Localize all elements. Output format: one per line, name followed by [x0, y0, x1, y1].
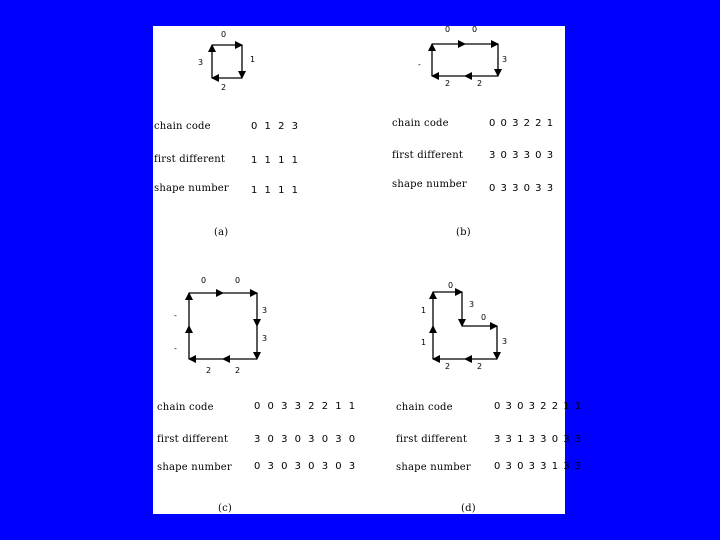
digit-b-bottom1: 2 — [445, 79, 451, 88]
digit-c-right2: 3 — [262, 334, 268, 343]
digit-d-step-right: 0 — [481, 313, 487, 322]
digit-d-left2: 1 — [421, 338, 427, 347]
row-a-shape-number-label: shape number — [154, 183, 229, 194]
digit-b-top1: 0 — [445, 25, 451, 34]
caption-a: (a) — [214, 227, 229, 238]
row-d-first-diff-label: first different — [396, 434, 468, 445]
row-c-shape-number-label: shape number — [157, 462, 232, 473]
caption-c: (c) — [218, 503, 233, 514]
digit-c-bottom1: 2 — [206, 366, 212, 375]
digit-d-bottom2: 2 — [477, 362, 483, 371]
row-b-shape-number-label: shape number — [392, 179, 467, 190]
row-c-first-diff-label: first different — [157, 434, 229, 445]
digit-c-bottom2: 2 — [235, 366, 241, 375]
digit-c-top1: 0 — [201, 276, 207, 285]
row-c-shape-number-value: 0 3 0 3 0 3 0 3 — [254, 461, 358, 472]
digit-b-right: 3 — [502, 55, 508, 64]
row-a-first-diff-label: first different — [154, 154, 226, 165]
row-a-first-diff-value: 1 1 1 1 — [251, 155, 300, 166]
row-d-chain-code-value: 0 3 0 3 2 2 1 1 — [494, 401, 583, 412]
row-d-first-diff-value: 3 3 1 3 3 0 3 3 — [494, 434, 583, 445]
digit-d-step-down: 3 — [469, 300, 475, 309]
row-c-first-diff-value: 3 0 3 0 3 0 3 0 — [254, 434, 358, 445]
caption-d: (d) — [461, 503, 476, 514]
shape-c — [189, 293, 257, 359]
digit-c-left2: - — [174, 344, 177, 353]
row-a-chain-code-value: 0 1 2 3 — [251, 121, 300, 132]
row-a-chain-code-label: chain code — [154, 121, 211, 132]
row-b-first-diff-label: first different — [392, 150, 464, 161]
figure-page — [153, 25, 583, 514]
digit-c-left1: - — [174, 311, 177, 320]
row-d-chain-code-label: chain code — [396, 402, 453, 413]
digit-c-top2: 0 — [235, 276, 241, 285]
row-c-chain-code-label: chain code — [157, 402, 214, 413]
digit-d-top: 0 — [448, 281, 454, 290]
digit-a-right: 1 — [250, 55, 256, 64]
digit-b-bottom2: 2 — [477, 79, 483, 88]
digit-a-top: 0 — [221, 30, 227, 39]
row-a-shape-number-value: 1 1 1 1 — [251, 185, 300, 196]
row-d-shape-number-value: 0 3 0 3 3 1 3 3 — [494, 461, 583, 472]
digit-b-left: - — [418, 60, 421, 69]
digit-b-top2: 0 — [472, 25, 478, 34]
shape-b — [432, 44, 498, 76]
digit-d-right: 3 — [502, 337, 508, 346]
digit-c-right1: 3 — [262, 306, 268, 315]
digit-a-left: 3 — [198, 58, 204, 67]
row-b-first-diff-value: 3 0 3 3 0 3 — [489, 150, 555, 161]
caption-b: (b) — [456, 227, 471, 238]
row-b-chain-code-label: chain code — [392, 118, 449, 129]
shape-d — [433, 292, 497, 359]
shape-a — [212, 45, 242, 78]
row-b-shape-number-value: 0 3 3 0 3 3 — [489, 183, 555, 194]
digit-d-left1: 1 — [421, 306, 427, 315]
row-b-chain-code-value: 0 0 3 2 2 1 — [489, 118, 555, 129]
row-d-shape-number-label: shape number — [396, 462, 471, 473]
digit-a-bottom: 2 — [221, 83, 227, 92]
row-c-chain-code-value: 0 0 3 3 2 2 1 1 — [254, 401, 358, 412]
digit-d-bottom1: 2 — [445, 362, 451, 371]
